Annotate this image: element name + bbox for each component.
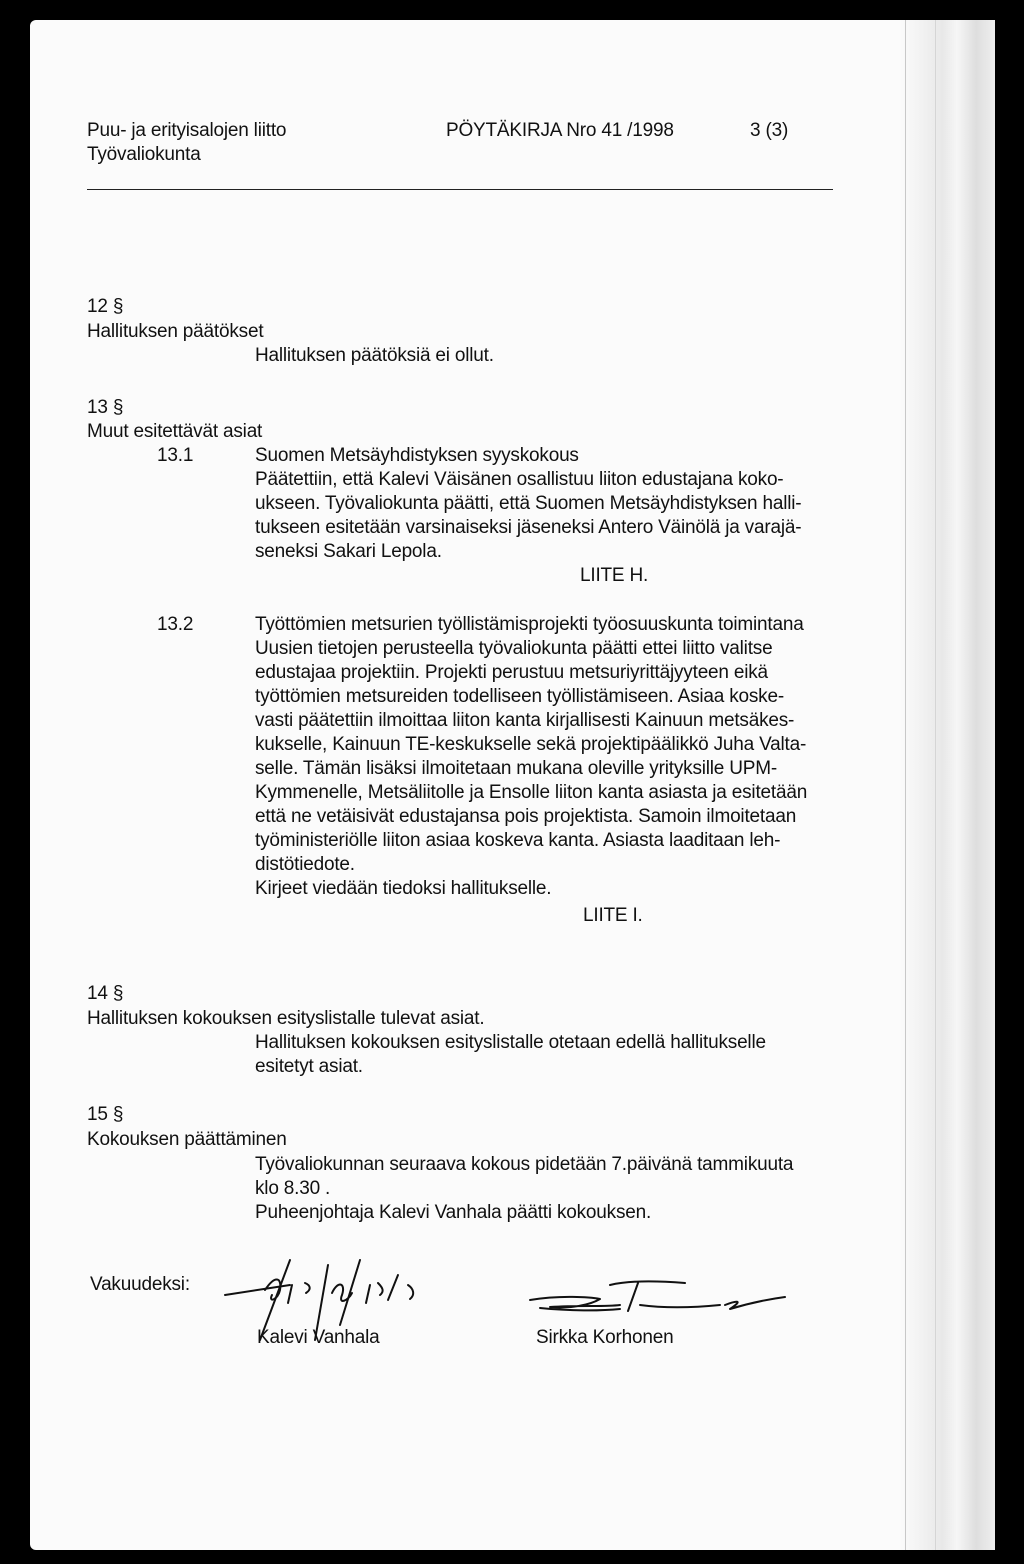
doc-title: PÖYTÄKIRJA Nro 41 /1998	[446, 120, 674, 141]
signature-2-scribble	[520, 1275, 790, 1325]
item-13-2-line: Uusien tietojen perusteella työvaliokunta päätti ettei liitto valitse	[255, 638, 773, 659]
signer-1-name: Kalevi Vanhala	[257, 1327, 380, 1348]
edge-line	[935, 20, 936, 1550]
item-13-2-line: kukselle, Kainuun TE-keskukselle sekä projektipäälikkö Juha Valta-	[255, 734, 807, 755]
header-org: Puu- ja erityisalojen liitto	[87, 120, 287, 141]
section-12-title: Hallituksen päätökset	[87, 321, 264, 342]
attachment-i: LIITE I.	[583, 905, 643, 926]
item-13-1-line: ukseen. Työvaliokunta päätti, että Suomen Metsäyhdistyksen halli-	[255, 493, 802, 514]
item-13-2-line: työministeriölle liiton asiaa koskeva kanta. Asiasta laaditaan leh-	[255, 830, 781, 851]
item-13-1-number: 13.1	[157, 445, 194, 466]
item-13-2-number: 13.2	[157, 614, 194, 635]
section-14-line: Hallituksen kokouksen esityslistalle otetaan edellä hallitukselle	[255, 1032, 766, 1053]
attachment-h: LIITE H.	[580, 565, 649, 586]
item-13-2-line: distötiedote.	[255, 854, 355, 875]
section-14-number: 14 §	[87, 983, 124, 1004]
item-13-2-line: edustajaa projektiin. Projekti perustuu metsuriyrittäjyyteen eikä	[255, 662, 768, 683]
section-14-title: Hallituksen kokouksen esityslistalle tulevat asiat.	[87, 1008, 485, 1029]
header-rule	[87, 189, 833, 190]
edge-line	[905, 20, 906, 1550]
section-15-title: Kokouksen päättäminen	[87, 1129, 287, 1150]
attestation-label: Vakuudeksi:	[90, 1274, 190, 1295]
item-13-2-line: että ne vetäisivät edustajansa pois projektista. Samoin ilmoitetaan	[255, 806, 797, 827]
item-13-2-line: Kirjeet viedään tiedoksi hallitukselle.	[255, 878, 552, 899]
item-13-2-line: selle. Tämän lisäksi ilmoitetaan mukana oleville yrityksille UPM-	[255, 758, 777, 779]
section-15-line: Työvaliokunnan seuraava kokous pidetään 7.päivänä tammikuuta	[255, 1154, 794, 1175]
section-14-line: esitetyt asiat.	[255, 1056, 363, 1077]
page-edge-shadow	[900, 20, 995, 1550]
section-15-number: 15 §	[87, 1104, 124, 1125]
page-number: 3 (3)	[750, 120, 789, 141]
section-13-number: 13 §	[87, 397, 124, 418]
item-13-1-line: Päätettiin, että Kalevi Väisänen osallistuu liiton edustajana koko-	[255, 469, 784, 490]
section-15-line: klo 8.30 .	[255, 1178, 331, 1199]
signer-2-name: Sirkka Korhonen	[536, 1327, 674, 1348]
section-12-number: 12 §	[87, 296, 124, 317]
section-13-title: Muut esitettävät asiat	[87, 421, 263, 442]
item-13-2-line: Työttömien metsurien työllistämisprojekti työosuuskunta toimintana	[255, 614, 804, 635]
item-13-1-line: Suomen Metsäyhdistyksen syyskokous	[255, 445, 579, 466]
item-13-2-line: vasti päätettiin ilmoittaa liiton kanta kirjallisesti Kainuun metsäkes-	[255, 710, 795, 731]
section-12-body: Hallituksen päätöksiä ei ollut.	[255, 345, 494, 366]
section-15-line: Puheenjohtaja Kalevi Vanhala päätti kokouksen.	[255, 1202, 652, 1223]
header-unit: Työvaliokunta	[87, 144, 201, 165]
item-13-1-line: tukseen esitetään varsinaiseksi jäseneksi Antero Väinölä ja varajä-	[255, 517, 802, 538]
item-13-2-line: työttömien metsureiden todelliseen työllistämiseen. Asiaa koske-	[255, 686, 784, 707]
item-13-1-line: seneksi Sakari Lepola.	[255, 541, 442, 562]
item-13-2-line: Kymmenelle, Metsäliitolle ja Ensolle liiton kanta asiasta ja esitetään	[255, 782, 808, 803]
